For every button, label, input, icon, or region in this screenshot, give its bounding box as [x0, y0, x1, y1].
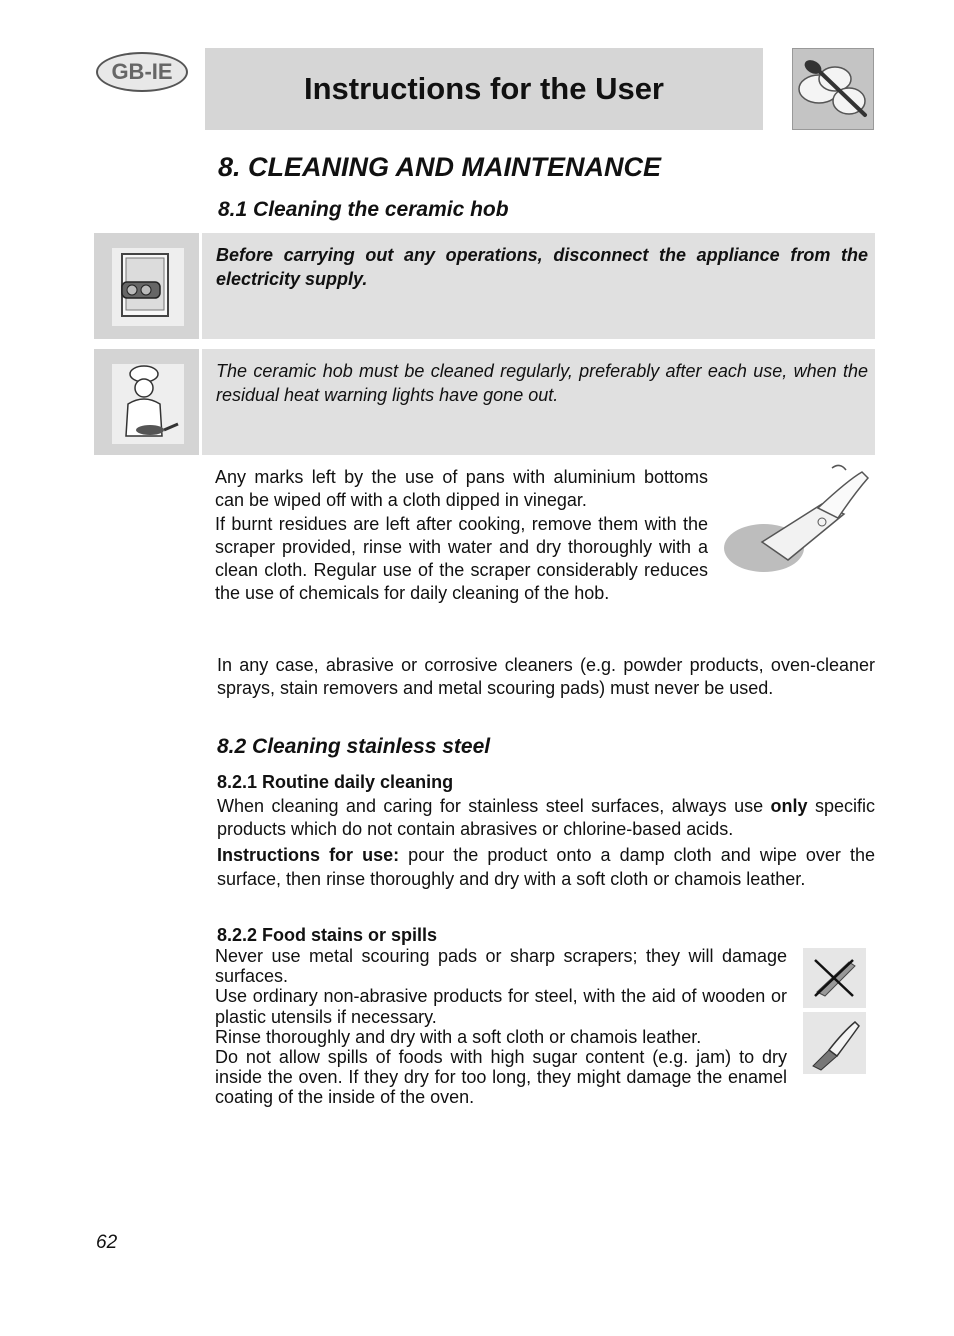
subsection-title-8-2-1: 8.2.1 Routine daily cleaning [217, 772, 454, 792]
language-badge [96, 52, 188, 92]
subsection-title-8-2-2: 8.2.2 Food stains or spills [217, 925, 438, 945]
page-header [205, 48, 763, 130]
paragraph-food-stains [215, 946, 787, 1108]
text-routine-pre: When cleaning and caring for stainless steel surfaces, always use [217, 796, 771, 816]
warning-box-regular-cleaning [94, 349, 875, 455]
text-sugar-spills: Do not allow spills of foods with high sugar content (e.g. jam) to dry inside the oven. If they dry for too long, they might damage the enamel coating of the inside of the oven. [215, 1047, 787, 1108]
subsection-title-8-2: 8.2 Cleaning stainless steel [217, 735, 491, 758]
disconnect-socket-icon [94, 233, 202, 339]
text-rinse: Rinse thoroughly and dry with a soft cloth or chamois leather. [215, 1026, 702, 1047]
warning-text-disconnect: Before carrying out any operations, disconnect the appliance from the electricity supply. [216, 245, 868, 289]
text-instructions-body: pour the product onto a damp cloth and wipe over the surface, then rinse thoroughly and dry with a soft cloth or chamois leather. [217, 845, 875, 889]
text-instructions-label: Instructions for use: [217, 845, 400, 865]
text-routine-only: only [770, 796, 808, 816]
header-title: Instructions for the User [304, 71, 664, 106]
text-burnt-residues: If burnt residues are left after cooking, remove them with the scraper provided, rinse with water and dry thoroughly with a clean cloth. Regular use of the scraper considerably reduces the use of chemicals for daily cleaning of the hob. [215, 513, 708, 604]
paragraph-aluminium-marks [215, 466, 708, 606]
text-never-metal: Never use metal scouring pads or sharp scrapers; they will damage surfaces. [215, 946, 787, 987]
chef-hat-spoon-icon [792, 48, 874, 130]
warning-box-disconnect [94, 233, 875, 339]
subsection-title-8-1: 8.1 Cleaning the ceramic hob [218, 198, 509, 221]
section-title: 8. CLEANING AND MAINTENANCE [218, 152, 662, 182]
text-aluminium-marks: Any marks left by the use of pans with aluminium bottoms can be wiped off with a cloth dipped in vinegar. [215, 467, 708, 511]
warning-text-regular-cleaning: The ceramic hob must be cleaned regularly, preferably after each use, when the residual heat warning lights have gone out. [216, 361, 868, 405]
page-number: 62 [96, 1232, 118, 1253]
text-routine-post: specific products which do not contain abrasives or chlorine-based acids. [217, 796, 875, 840]
chef-icon [94, 349, 202, 455]
paragraph-routine-cleaning [217, 795, 875, 842]
paragraph-instructions-for-use [217, 843, 875, 891]
paragraph-no-abrasives: In any case, abrasive or corrosive cleaners (e.g. powder products, oven-cleaner sprays, stain removers and metal scouring pads) must never be used. [217, 655, 875, 699]
language-badge-label: GB-IE [111, 59, 173, 84]
no-scraper-icon [803, 948, 866, 1008]
text-non-abrasive: Use ordinary non-abrasive products for steel, with the aid of wooden or plastic utensils if necessary. [215, 986, 787, 1027]
utensil-icon [803, 1012, 866, 1074]
hob-scraper-icon [722, 462, 872, 580]
